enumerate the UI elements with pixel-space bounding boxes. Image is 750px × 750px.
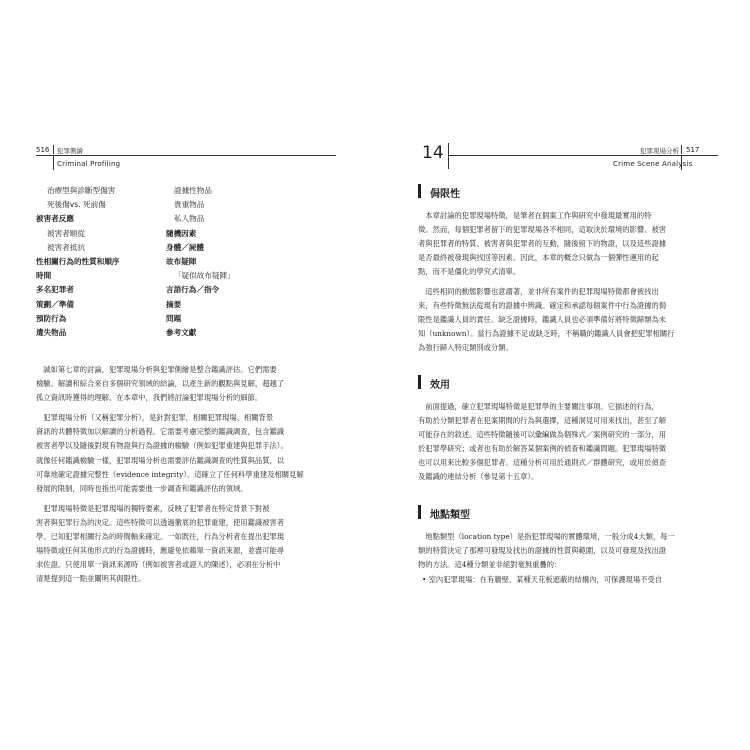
left-page-number: 516 bbox=[36, 146, 50, 154]
section-marker bbox=[418, 184, 421, 198]
outline-item: 時間 bbox=[36, 271, 52, 281]
text-line: 犯罪現場特徵是犯罪現場的獨特要素，反映了犯罪者在特定背景下對被 bbox=[36, 503, 270, 513]
text-line: 害者與犯罪行為的決定。這些特徵可以透過徹底的犯罪重建，使用鑑識被害者 bbox=[36, 517, 285, 527]
bullet-item bbox=[422, 575, 662, 585]
left-page-header bbox=[36, 143, 336, 173]
text-line: 可能存在的敘述。這些特徵隨後可以彙編做為個殊式／案例研究的一部分，用 bbox=[418, 430, 667, 440]
outline-item: 私人物品 bbox=[174, 214, 205, 224]
text-line: 誠如第七章的討論，犯罪現場分析與犯罪側繪是整合鑑識評估。它們需要 bbox=[36, 365, 277, 374]
section-heading bbox=[418, 374, 718, 390]
text-line: 求佐證。只使用單一資訊來源時（例如被害者或證人的陳述），必須在分析中 bbox=[36, 560, 281, 570]
body-paragraph bbox=[418, 285, 718, 355]
text-line: 限性是鑑識人員的責任。缺乏證據時，鑑識人員也必須準備好將特徵歸類為未 bbox=[418, 314, 667, 324]
bullet-text: 室內犯罪現場：在有牆壁、某種天花板遮蔽的結構內，可保護現場不受自 bbox=[428, 574, 663, 584]
outline-item: 故布疑陣 bbox=[166, 257, 197, 266]
bullet-icon: • bbox=[422, 574, 429, 584]
text-line: 本章討論的犯罪現場特徵，是筆者在個案工作與研究中發現最實用的特 bbox=[418, 211, 652, 220]
section-title: 地點類型 bbox=[430, 509, 470, 521]
outline-item: 被害者抵抗 bbox=[47, 242, 85, 252]
outline-item: 死後傷vs. 死前傷 bbox=[47, 200, 106, 210]
section-heading bbox=[418, 504, 718, 520]
body-paragraph bbox=[36, 502, 336, 587]
text-line: 徵。然而，每個犯罪者留下的犯罪現場各不相同，這取決於環境的影響、被害 bbox=[418, 225, 667, 235]
right-page bbox=[418, 143, 718, 584]
right-page-number: 517 bbox=[686, 146, 700, 154]
text-line: 物的方法。這4種分類並非絕對毫無重疊的： bbox=[418, 559, 562, 569]
section-heading bbox=[418, 183, 718, 199]
outline-item: 「疑似故布疑陣」 bbox=[174, 271, 235, 281]
outline-item: 身體／屍體 bbox=[166, 242, 204, 252]
text-line: 就像任何鑑識檢驗一樣，犯罪現場分析也需要評估鑑識調查的性質與品質，以 bbox=[36, 455, 285, 465]
text-line: 孤立資訊時獲得的理解。在本章中，我們將討論犯罪現場分析的細節。 bbox=[36, 393, 263, 403]
outline-item: 問題 bbox=[166, 313, 182, 323]
body-paragraph bbox=[418, 400, 718, 485]
book-title: 犯罪側繪 bbox=[57, 147, 83, 155]
body-paragraph bbox=[36, 411, 336, 496]
text-line: 場特徵或任何其他形式的行為證據時，應避免依賴單一資訊來源，並盡可能尋 bbox=[36, 546, 285, 556]
header-divider bbox=[681, 145, 682, 154]
outline-item: 性相關行為的性質和順序 bbox=[36, 257, 120, 266]
outline-item: 言語行為／指令 bbox=[166, 285, 220, 295]
outline-item: 貴重物品 bbox=[174, 200, 205, 210]
left-page bbox=[36, 143, 336, 584]
text-line: 學、已知犯罪相關行為的時間軸來確定。一如既往，行為分析者在提出犯罪現 bbox=[36, 532, 285, 542]
outline-item: 被害者反應 bbox=[36, 214, 74, 224]
outline-item: 治療型與診斷型傷害 bbox=[47, 186, 116, 195]
book-subtitle: Criminal Profiling bbox=[57, 160, 121, 168]
text-line: 者與犯罪者的特質、被害者與犯罪者的互動，隨後留下的物證，以及這些證據 bbox=[418, 239, 667, 249]
text-line: 地點類型（location type）是指犯罪現場的實體環境，一般分成4大類，每一 bbox=[418, 531, 675, 541]
section-title: 侷限性 bbox=[430, 189, 460, 200]
text-line: 犯罪現場分析（又稱犯罪分析），是針對犯罪，相關犯罪現場、相關背景 bbox=[36, 413, 274, 423]
text-line: 前面提過，確立犯罪現場特徵是犯罪學的主要關注事項。它描述的行為， bbox=[418, 402, 659, 411]
header-divider bbox=[53, 145, 54, 154]
text-line: 清楚提到這一點並闡明其侷限性。 bbox=[36, 574, 146, 584]
body-paragraph bbox=[36, 363, 336, 405]
body-paragraph bbox=[418, 530, 718, 572]
outline-item: 摘要 bbox=[166, 299, 182, 309]
outline-item: 預防行為 bbox=[36, 313, 67, 323]
text-line: 是否最終被發現與找回等因素。因此，本章的概念只做為一個彈性運用的起 bbox=[418, 253, 659, 263]
chapter-subtitle: Crime Scene Analysis bbox=[613, 160, 693, 168]
text-line: 發展的限制，同時也指出可能需要進一步調查和鑑識評估的領域。 bbox=[36, 483, 248, 493]
text-line: 類的特質決定了那裡可發現及找出的證據的性質與範圍，以及可發現及找出證 bbox=[418, 545, 667, 555]
chapter-title: 犯罪現場分析 bbox=[640, 147, 679, 155]
outline-item: 遺失物品 bbox=[36, 328, 67, 337]
header-divider-lower bbox=[53, 155, 54, 170]
chapter-number: 14 bbox=[422, 143, 444, 163]
outline-item: 策劃／準備 bbox=[36, 299, 74, 309]
text-line: 資訊的共體特徵加以解讀的分析過程。它需要考慮完整的鑑識調查，包含鑑識 bbox=[36, 427, 285, 437]
section-marker bbox=[418, 505, 421, 519]
outline-item: 參考文獻 bbox=[166, 328, 197, 337]
outline-item: 隨機因素 bbox=[166, 228, 197, 238]
text-line: 可靠地確定證據完整性（evidence integrity）。這確立了任何科學重建及相關見解 bbox=[36, 469, 304, 479]
outline-item: 被害者順從 bbox=[47, 228, 85, 238]
text-line: 這些相同的動態影響也意謂著，並非所有案件的犯罪現場特徵都會被找出 bbox=[418, 286, 659, 296]
text-line: 及鑑識的連結分析（參見第十五章）。 bbox=[418, 472, 539, 482]
section-title: 效用 bbox=[430, 380, 450, 391]
text-line: 檢驗、解讀和綜合來自多個研究領域的結論，以產生新的觀點與見解，超越了 bbox=[36, 379, 285, 389]
text-line: 知（unknown）。當行為證據不足或缺乏時，不稱職的鑑識人員會把犯罪相關行 bbox=[418, 328, 675, 338]
outline-item: 證據性物品 bbox=[174, 186, 212, 195]
chapter-divider bbox=[448, 143, 449, 169]
text-line: 有助於分類犯罪者在犯案期間的行為與選擇，這種洞見可用來找出，甚至了解 bbox=[418, 416, 667, 426]
section-marker bbox=[418, 375, 421, 389]
text-line: 被害者學以及隨後對現有物證與行為證據的檢驗（例如犯罪重建與犯罪手法）。 bbox=[36, 441, 288, 451]
header-rule bbox=[36, 155, 336, 156]
header-rule bbox=[448, 155, 718, 156]
right-page-header bbox=[418, 143, 718, 173]
text-line: 也可以用來比較多個犯罪者。這種分析可用於通則式／群體研究，或用於偵查 bbox=[418, 458, 667, 468]
text-line: 點，而不是僵化的學究式清單。 bbox=[418, 267, 521, 277]
outline-item: 多名犯罪者 bbox=[36, 285, 74, 295]
body-paragraph bbox=[418, 209, 718, 279]
text-line: 於犯罪學研究；或者也有助於解答某個案例的偵查和鑑識問題。犯罪現場特徵 bbox=[418, 444, 667, 454]
text-line: 為強行歸入特定類別或分類。 bbox=[418, 342, 513, 352]
text-line: 來，有些特徵無法從現有的證據中辨識。確定和承認每個案件中行為證據的侷 bbox=[418, 300, 667, 310]
